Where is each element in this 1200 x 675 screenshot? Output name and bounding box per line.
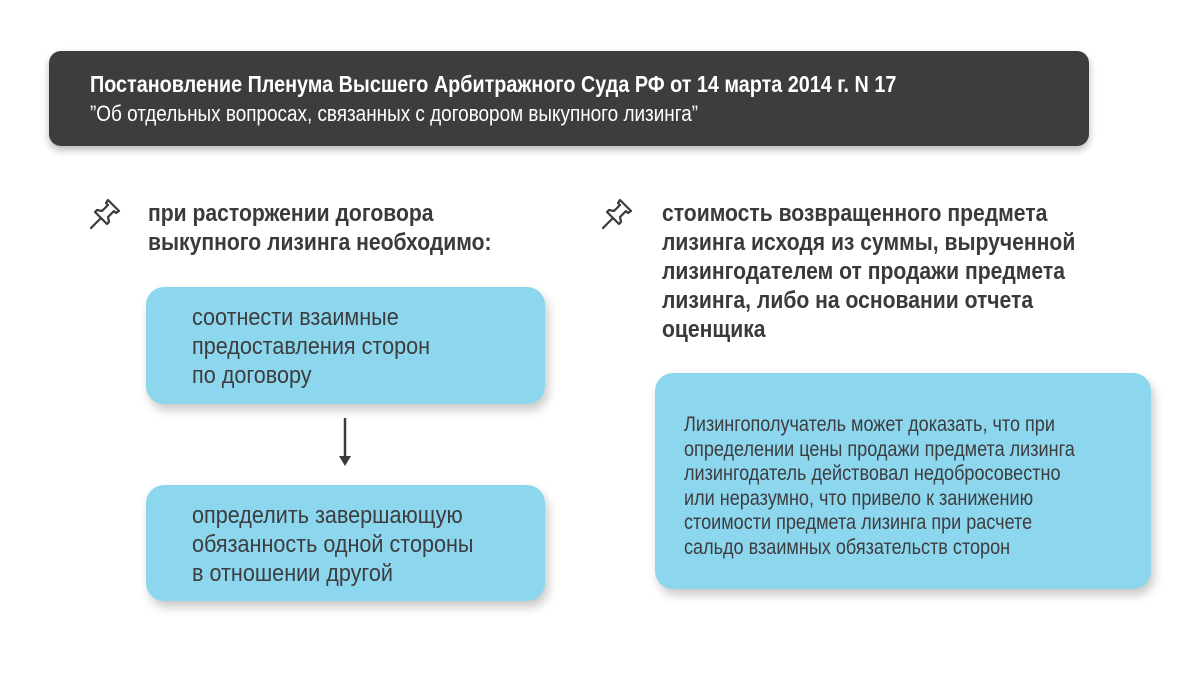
step-box-2-line: определить завершающую <box>192 502 463 529</box>
step-box-1-text <box>192 303 430 390</box>
left-heading-line: выкупного лизинга необходимо: <box>148 229 492 256</box>
note-box-line: Лизингополучатель может доказать, что при <box>684 413 1055 436</box>
right-heading-line: лизинга, либо на основании отчета <box>662 287 1034 314</box>
header-banner <box>49 51 1089 146</box>
pushpin-icon <box>88 197 122 231</box>
left-heading <box>148 199 492 257</box>
step-box-2 <box>146 485 545 601</box>
right-heading-line: стоимость возвращенного предмета <box>662 200 1048 227</box>
pushpin-icon <box>600 197 634 231</box>
step-box-1 <box>146 287 545 404</box>
step-box-2-text <box>192 501 473 588</box>
note-box-line: стоимости предмета лизинга при расчете <box>684 511 1033 534</box>
right-heading-line: лизингодателем от продажи предмета <box>662 258 1065 285</box>
note-box-line: определении цены продажи предмета лизинга <box>684 437 1075 461</box>
arrow-down-icon <box>336 418 354 473</box>
note-box-line: или неразумно, что привело к занижению <box>684 486 1034 510</box>
note-box-line: лизингодатель действовал недобросовестно <box>684 462 1061 485</box>
header-subtitle: ”Об отдельных вопросах, связанных с договором выкупного лизинга” <box>90 101 699 126</box>
right-heading-line: оценщика <box>662 316 766 343</box>
right-heading <box>662 199 1075 344</box>
step-box-1-line: по договору <box>192 362 312 389</box>
step-box-1-line: предоставления сторон <box>192 333 431 360</box>
right-heading-line: лизинга исходя из суммы, вырученной <box>662 229 1076 256</box>
note-box-text <box>684 413 1075 560</box>
left-heading-line: при расторжении договора <box>148 200 434 227</box>
step-box-1-line: соотнести взаимные <box>192 304 399 331</box>
step-box-2-line: в отношении другой <box>192 560 393 587</box>
step-box-2-line: обязанность одной стороны <box>192 531 474 558</box>
note-box-line: сальдо взаимных обязательств сторон <box>684 535 1011 559</box>
note-box <box>655 373 1151 589</box>
header-title: Постановление Пленума Высшего Арбитражного Суда РФ от 14 марта 2014 г. N 17 <box>90 71 897 97</box>
